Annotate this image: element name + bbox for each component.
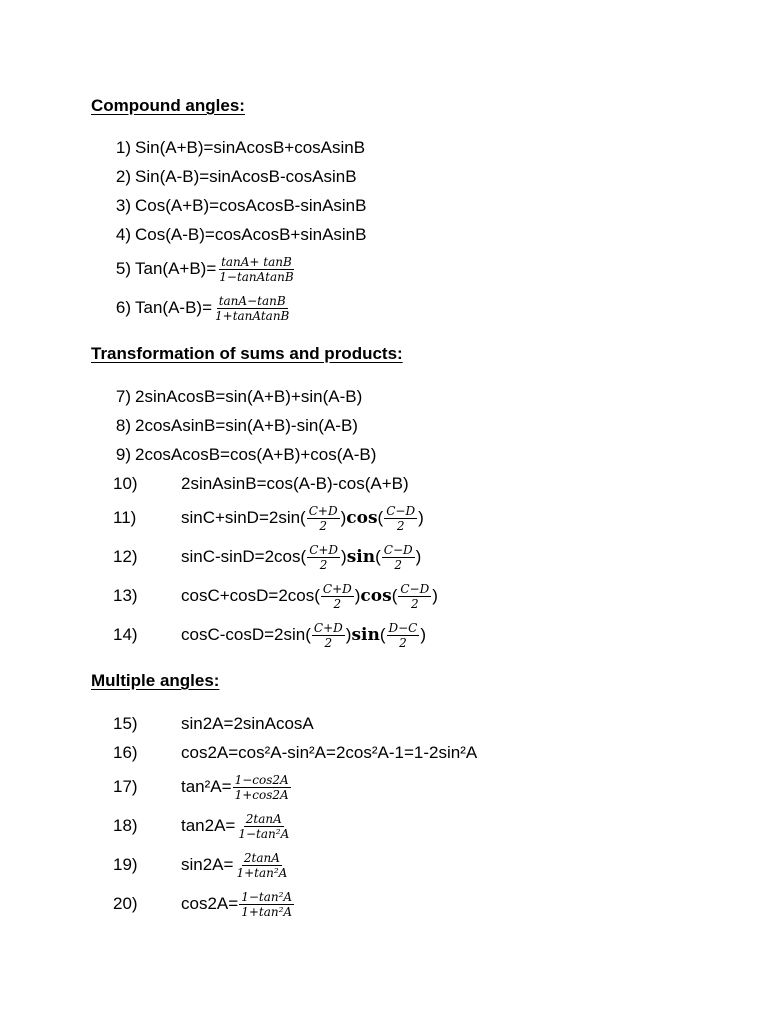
formula-function-bold: sin xyxy=(346,547,376,567)
fraction-numerator: C−D xyxy=(386,503,416,518)
formula xyxy=(181,743,477,763)
formula xyxy=(181,851,290,880)
formula-text: Tan(A-B)= xyxy=(135,298,212,317)
formula-text: sin2A= xyxy=(181,855,234,874)
fraction xyxy=(307,543,340,572)
item-number: 18) xyxy=(113,816,138,835)
formula-text: Tan(A+B)= xyxy=(135,259,217,278)
formula-text: ) xyxy=(354,586,361,605)
formula-text: ) xyxy=(345,625,352,644)
formula-text: sin2A=2sinAcosA xyxy=(181,714,314,733)
fraction-numerator: 1−tan²A xyxy=(241,889,293,904)
formula-text: ( xyxy=(375,547,381,566)
formula-item xyxy=(0,621,768,649)
fraction-denominator: 2 xyxy=(394,557,403,572)
fraction-numerator: C−D xyxy=(383,542,413,557)
formula xyxy=(135,196,366,216)
formula xyxy=(181,773,292,802)
item-number: 6) xyxy=(115,298,131,317)
formula-item xyxy=(0,470,768,498)
fraction-denominator: 1−tan²A xyxy=(238,826,290,841)
item-number: 2) xyxy=(115,167,131,186)
formula-item xyxy=(0,543,768,571)
fraction xyxy=(312,621,345,650)
formula-item xyxy=(0,255,768,283)
formula-text: Sin(A-B)=sinAcosB-cosAsinB xyxy=(135,167,357,186)
formula-text: cosC+cosD=2cos( xyxy=(181,586,320,605)
fraction-denominator: 2 xyxy=(333,596,342,611)
formula xyxy=(181,621,426,650)
formula-text: 2sinAsinB=cos(A-B)-cos(A+B) xyxy=(181,474,409,493)
formula xyxy=(181,474,409,494)
formula-text: ) xyxy=(432,586,438,605)
formula-text: Sin(A+B)=sinAcosB+cosAsinB xyxy=(135,138,366,157)
fraction xyxy=(321,582,354,611)
formula-function-bold: cos xyxy=(346,508,378,528)
fraction xyxy=(387,621,420,650)
formula xyxy=(181,812,292,841)
formula-text: tan²A= xyxy=(181,777,232,796)
fraction-numerator: tanA+ tanB xyxy=(221,254,292,269)
formula-item xyxy=(0,163,768,191)
item-number: 3) xyxy=(115,196,131,215)
fraction-numerator: C+D xyxy=(322,581,352,596)
item-number: 9) xyxy=(115,445,131,464)
formula-text: tan2A= xyxy=(181,816,236,835)
fraction-numerator: C+D xyxy=(308,503,338,518)
formula xyxy=(181,890,295,919)
formula-item xyxy=(0,441,768,469)
formula xyxy=(135,138,365,158)
fraction xyxy=(384,504,417,533)
formula-text: cos2A= xyxy=(181,894,239,913)
formula-item xyxy=(0,134,768,162)
formula xyxy=(135,294,292,323)
formula xyxy=(135,416,358,436)
formula-item xyxy=(0,383,768,411)
fraction xyxy=(307,504,340,533)
fraction-numerator: C+D xyxy=(309,542,339,557)
formula-item xyxy=(0,294,768,322)
item-number: 19) xyxy=(113,855,138,874)
formula-text: ) xyxy=(340,508,347,527)
item-number: 5) xyxy=(115,259,131,278)
formula-item xyxy=(0,739,768,767)
fraction xyxy=(239,890,294,919)
fraction xyxy=(398,582,431,611)
formula-text: cos2A=cos²A-sin²A=2cos²A-1=1-2sin²A xyxy=(181,743,478,762)
formula xyxy=(135,255,297,284)
fraction xyxy=(233,773,291,802)
fraction-numerator: C−D xyxy=(400,581,430,596)
formula xyxy=(135,387,362,407)
formula-item xyxy=(0,504,768,532)
fraction-denominator: 1−tanAtanB xyxy=(219,269,294,284)
formula-text: sinC+sinD=2sin( xyxy=(181,508,306,527)
formula xyxy=(135,225,366,245)
fraction-denominator: 2 xyxy=(324,635,333,650)
formula-text: ( xyxy=(377,508,384,527)
fraction-numerator: C+D xyxy=(313,620,343,635)
fraction-denominator: 2 xyxy=(319,557,328,572)
formula-text: cosC-cosD=2sin( xyxy=(181,625,311,644)
formula-item xyxy=(0,710,768,738)
formula-text: ( xyxy=(391,586,398,605)
item-number: 7) xyxy=(115,387,131,406)
item-number: 8) xyxy=(115,416,131,435)
fraction-denominator: 2 xyxy=(399,635,407,650)
formula-text: ) xyxy=(415,547,422,566)
fraction-numerator: 2tanA xyxy=(243,850,280,865)
item-number: 14) xyxy=(113,625,138,644)
formula-item xyxy=(0,773,768,801)
formula-item xyxy=(0,412,768,440)
item-number: 10) xyxy=(113,474,138,493)
formula-text: ) xyxy=(420,625,427,644)
formula-item xyxy=(0,851,768,879)
section-heading-multiple-angles: Multiple angles: xyxy=(91,671,220,690)
fraction xyxy=(236,812,291,841)
formula xyxy=(181,714,314,734)
fraction-numerator: 1−cos2A xyxy=(234,772,289,787)
fraction-denominator: 2 xyxy=(319,518,327,533)
formula xyxy=(181,504,424,533)
formula xyxy=(181,582,438,611)
item-number: 17) xyxy=(113,777,138,796)
fraction xyxy=(234,851,289,880)
fraction-denominator: 2 xyxy=(410,596,419,611)
item-number: 20) xyxy=(113,894,138,913)
formula-text: ) xyxy=(418,508,424,527)
formula-item xyxy=(0,192,768,220)
formula xyxy=(135,167,357,187)
formula-text: ) xyxy=(341,547,347,566)
formula-text: sinC-sinD=2cos( xyxy=(181,547,307,566)
fraction-numerator: tanA−tanB xyxy=(218,293,286,308)
fraction xyxy=(217,255,295,284)
fraction-denominator: 1+tanAtanB xyxy=(215,308,290,323)
fraction-numerator: D−C xyxy=(388,620,418,635)
item-number: 11) xyxy=(113,508,137,527)
formula-text: 2sinAcosB=sin(A+B)+sin(A-B) xyxy=(135,387,363,406)
section-heading-compound-angles: Compound angles: xyxy=(91,96,245,115)
item-number: 4) xyxy=(115,225,131,244)
formula-text: ( xyxy=(379,625,386,644)
fraction-denominator: 1+tan²A xyxy=(241,904,293,919)
fraction-denominator: 2 xyxy=(396,518,405,533)
fraction-denominator: 1+tan²A xyxy=(236,865,288,880)
item-number: 15) xyxy=(113,714,138,733)
fraction xyxy=(213,294,291,323)
fraction-denominator: 1+cos2A xyxy=(234,787,289,802)
formula-function-bold: cos xyxy=(360,586,392,606)
formula xyxy=(135,445,376,465)
formula-item xyxy=(0,812,768,840)
formula-item xyxy=(0,582,768,610)
formula xyxy=(181,543,421,572)
fraction xyxy=(382,543,415,572)
formula-item xyxy=(0,890,768,918)
formula-function-bold: sin xyxy=(351,625,380,645)
formula-text: 2cosAcosB=cos(A+B)+cos(A-B) xyxy=(135,445,377,464)
formula-text: 2cosAsinB=sin(A+B)-sin(A-B) xyxy=(135,416,358,435)
fraction-numerator: 2tanA xyxy=(245,811,282,826)
formula-text: Cos(A+B)=cosAcosB-sinAsinB xyxy=(135,196,367,215)
item-number: 13) xyxy=(113,586,138,605)
item-number: 12) xyxy=(113,547,138,566)
formula-text: Cos(A-B)=cosAcosB+sinAsinB xyxy=(135,225,367,244)
formula-item xyxy=(0,221,768,249)
section-heading-transformation: Transformation of sums and products: xyxy=(91,344,403,363)
item-number: 16) xyxy=(113,743,138,762)
item-number: 1) xyxy=(115,138,131,157)
